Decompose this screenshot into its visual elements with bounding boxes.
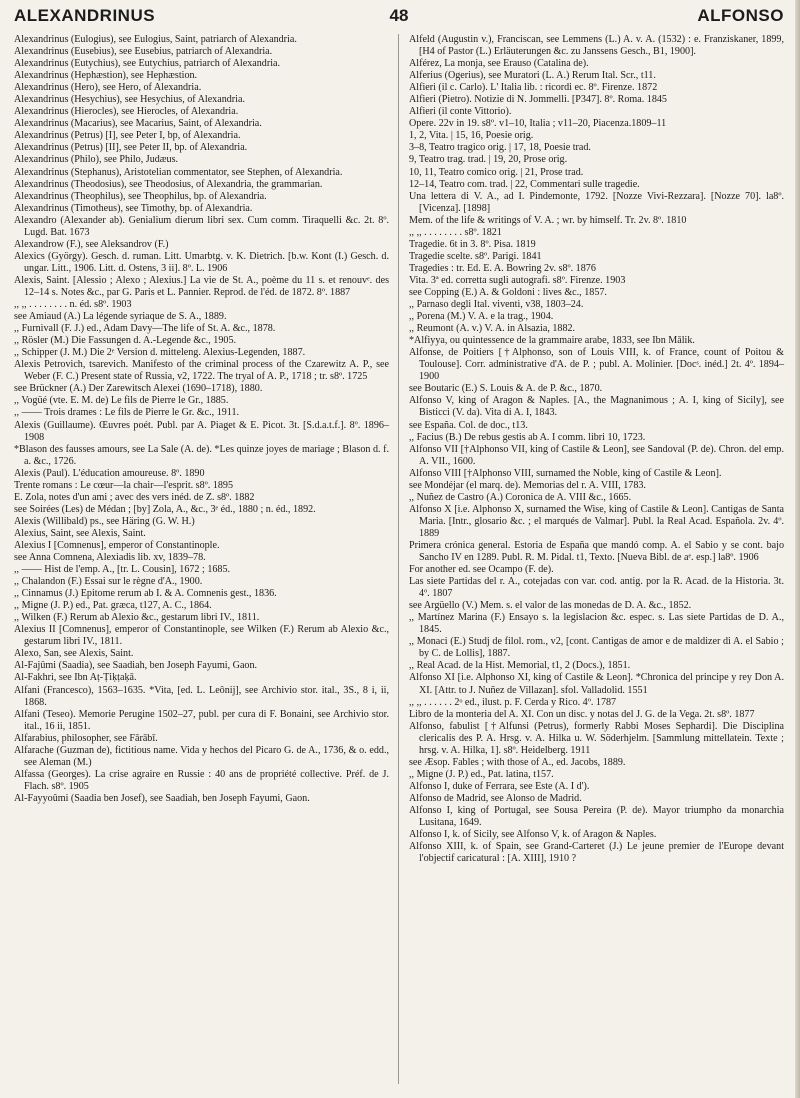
catalogue-entry: Alferius (Ogerius), see Muratori (L. A.) Rerum Ital. Scr., t11. [409,70,656,82]
catalogue-entry: Primera crónica general. Estoria de España que mandó comp. A. el Sabio y se cont. bajo Sancho IV en 1289. Publ. R. M. Pidal. t1, Texto. [Nueva Bibl. de aᵉ. esp.] la8º. 1906 [409,539,784,564]
catalogue-entry: Alexis (Paul). L'éducation amoureuse. 8º. 1890 [14,467,205,479]
catalogue-entry: ,, Porena (M.) V. A. e la trag., 1904. [409,311,554,323]
catalogue-entry: ,, Migne (J. P.) ed., Pat. græca, t127, A. C., 1864. [14,600,212,612]
catalogue-entry: Al-Fayyoûmi (Saadia ben Josef), see Saadiah, ben Joseph Fayumi, Gaon. [14,792,310,804]
catalogue-entry: see Æsop. Fables ; with those of A., ed. Jacobs, 1889. [409,756,626,768]
catalogue-entry: Alexandrinus (Stephanus), Aristotelian commentator, see Stephen, of Alexandria. [14,166,343,178]
catalogue-entry: 9, Teatro trag. trad. | 19, 20, Prose orig. [409,154,568,166]
catalogue-entry: ,, Rösler (M.) Die Fassungen d. A.-Legende &c., 1905. [14,335,237,347]
catalogue-entry: 3–8, Teatro tragico orig. | 17, 18, Poesie trad. [409,142,591,154]
catalogue-entry: Opere. 22v in 19. s8º. v1–10, Italia ; v11–20, Piacenza.1809–11 [409,118,667,130]
catalogue-entry: Alfonso XIII, k. of Spain, see Grand-Carteret (J.) Le jeune premier de l'Europe devant l'objectif caricatural : [A. XIII], 1910 ? [409,841,784,865]
catalogue-entry: Tragedie scelte. s8º. Parigi. 1841 [409,250,542,262]
catalogue-entry: Alexis (Willibald) ps., see Häring (G. W. H.) [14,515,195,527]
catalogue-entry: see Copping (E.) A. & Goldoni : lives &c., 1857. [409,286,607,298]
right-column [409,34,784,865]
catalogue-entry: Alexandrinus (Hierocles), see Hierocles, of Alexandria. [14,106,239,118]
catalogue-entry: Alexis Petrovich, tsarevich. Manifesto of the criminal process of the Czarewitz A. P., see Weber (F. C.) Present state of Russia, v2, 1722. The tryal of A. P., 1718 ; tr. s8º. 1725 [14,359,389,383]
catalogue-entry: ,, Migne (J. P.) ed., Pat. latina, t157. [409,768,554,780]
catalogue-entry: ,, ,, . . . . . . . . s8º. 1821 [409,226,502,238]
catalogue-entry: see España. Col. de doc., t13. [409,419,528,431]
catalogue-entry: Alfeld (Augustin v.), Franciscan, see Lemmens (L.) A. v. A. (1532) : e. Franziskaner, 1899, [H4 of Pastor (L.) Erläuterungen &c. zu Janssens Gesch., B1, 1900]. [409,34,784,58]
catalogue-entry: Una lettera di V. A., ad I. Pindemonte, 1792. [Nozze Vivi-Rezzara]. [Nozze 70]. la8º. [Vicenza]. [1898] [409,190,784,214]
catalogue-entry: Las siete Partidas del r. A., cotejadas con var. cod. antig. por la R. Acad. de la Historia. 3t. 4º. 1807 [409,576,784,600]
catalogue-entry: ,, Real Acad. de la Hist. Memorial, t1, 2 (Docs.), 1851. [409,660,631,672]
catalogue-entry: Alexandrinus (Petrus) [I], see Peter I, bp, of Alexandria. [14,130,241,142]
catalogue-entry: Alexandrinus (Timotheus), see Timothy, bp. of Alexandria. [14,202,253,214]
catalogue-entry: Alexandrinus (Theophilus), see Theophilus, bp. of Alexandria. [14,190,267,202]
catalogue-entry: Alexis, Saint. [Alessio ; Alexo ; Alexius.] La vie de St. A., poème du 11 s. et renouvᵉ. des 12–14 s. Notes &c., par G. Paris et L. Pannier. Reprod. de l'éd. de 1872. 8º. 1887 [14,274,389,298]
catalogue-entry: see Argüello (V.) Mem. s. el valor de las monedas de D. A. &c., 1852. [409,600,692,612]
catalogue-entry: Alexandrinus (Theodosius), see Theodosius, of Alexandria, the grammarian. [14,178,323,190]
catalogue-entry: Alexandrow (F.), see Aleksandrov (F.) [14,238,169,250]
catalogue-entry: Alfonso I, king of Portugal, see Sousa Pereira (P. de). Mayor triumpho da monarchia Lusitana, 1649. [409,805,784,829]
catalogue-entry: see Amiaud (A.) La légende syriaque de S. A., 1889. [14,311,227,323]
catalogue-entry: ,, Furnivall (F. J.) ed., Adam Davy—The life of St. A. &c., 1878. [14,323,276,335]
catalogue-entry: Alexo, San, see Alexis, Saint. [14,648,134,660]
catalogue-entry: Alfonso VIII [†Alphonso VIII, surnamed the Noble, king of Castile & Leon]. [409,467,722,479]
catalogue-entry: Tragedies : tr. Ed. E. A. Bowring 2v. s8º. 1876 [409,262,596,274]
catalogue-entry: see Boutaric (E.) S. Louis & A. de P. &c., 1870. [409,383,603,395]
catalogue-entry: Alfieri (il conte Vittorio). [409,106,512,118]
catalogue-entry: Alfonso X [i.e. Alphonso X, surnamed the Wise, king of Castile & Leon]. Cantigas de Santa Maria. [Intr., glosario &c. ; el marqués de Valmar]. Publ. la Real Acad. Española. 2v. 4º. 1889 [409,503,784,539]
catalogue-entry: ,, Reumont (A. v.) V. A. in Alsazia, 1882. [409,323,576,335]
catalogue-entry: 1, 2, Vita. | 15, 16, Poesie orig. [409,130,534,142]
left-column [14,34,389,805]
catalogue-entry: E. Zola, notes d'un ami ; avec des vers inéd. de Z. s8º. 1882 [14,491,255,503]
catalogue-entry: For another ed. see Ocampo (F. de). [409,564,554,576]
catalogue-entry: Alexandrinus (Eusebius), see Eusebius, patriarch of Alexandria. [14,46,273,58]
catalogue-entry: see Soirées (Les) de Médan ; [by] Zola, A., &c., 3ᵉ éd., 1880 ; n. éd., 1892. [14,503,316,515]
catalogue-entry: Mem. of the life & writings of V. A. ; wr. by himself. Tr. 2v. 8º. 1810 [409,214,687,226]
catalogue-entry: Alexandrinus (Hero), see Hero, of Alexandria. [14,82,202,94]
column-divider [398,34,399,1084]
catalogue-entry: Al-Fajûmi (Saadia), see Saadiah, ben Joseph Fayumi, Gaon. [14,660,258,672]
catalogue-entry: Alexius, Saint, see Alexis, Saint. [14,527,146,539]
catalogue-entry: Alexandrinus (Hephæstion), see Hephæstion. [14,70,198,82]
catalogue-entry: ,, Facius (B.) De rebus gestis ab A. I comm. libri 10, 1723. [409,431,646,443]
catalogue-entry: ,, Vogüé (vte. E. M. de) Le fils de Pierre le Gr., 1885. [14,395,229,407]
catalogue-entry: see Anna Comnena, Alexiadis lib. xv, 1839–78. [14,552,206,564]
catalogue-entry: ,, Martínez Marina (F.) Ensayo s. la legislacion &c. espec. s. Las siete Partidas de D. A., 1845. [409,612,784,636]
catalogue-entry: Alexius I [Comnenus], emperor of Constantinople. [14,539,220,551]
catalogue-entry: Alfassa (Georges). La crise agraire en Russie : 40 ans de propriété collective. Préf. de J. Flach. s8º. 1905 [14,768,389,792]
page-edge [795,0,800,1098]
catalogue-entry: Alfarache (Guzman de), fictitious name. Vida y hechos del Picaro G. de A., 1736, & o. edd., see Aleman (M.) [14,744,389,768]
catalogue-entry: ,, Schipper (J. M.) Die 2ᵉ Version d. mitteleng. Alexius-Legenden, 1887. [14,347,306,359]
catalogue-entry: *Alfiyya, ou quintessence de la grammaire arabe, 1833, see Ibn Mālik. [409,335,695,347]
catalogue-entry: see Mondéjar (el marq. de). Memorias del r. A. VIII, 1783. [409,479,646,491]
catalogue-entry: Alexius II [Comnenus], emperor of Constantinople, see Wilken (F.) Rerum ab Alexio &c., gestarum libri IV., 1811. [14,624,389,648]
catalogue-entry: Alexandrinus (Petrus) [II], see Peter II, bp. of Alexandria. [14,142,248,154]
catalogue-entry: Libro de la monteria del A. XI. Con un disc. y notas del J. G. de la Vega. 2t. s8º. 1877 [409,708,755,720]
catalogue-entry: Alfonso, fabulist [†Alfunsi (Petrus), formerly Rabbi Moses Sephardi]. Die Disciplina clericalis des P. A. Hrsg. v. A. Hilka u. W. Söderhjelm. [Sammlung mittellatein. Texte ; hrsg. v. A. Hilka, 1]. s8º. Heidelberg. 1911 [409,720,784,756]
catalogue-entry: Alfieri (il c. Carlo). L' Italia lib. : ricordi ec. 8º. Firenze. 1872 [409,82,658,94]
catalogue-entry: Alfonso XI [i.e. Alphonso XI, king of Castile & Leon]. *Chronica del principe y rey Don A. XI. [Attr. to J. Nuñez de Villazan]. sfol. Valladolid. 1551 [409,672,784,696]
catalogue-entry: Alfonse, de Poitiers [†Alphonso, son of Louis VIII, k. of France, count of Poitou & Toulouse]. Corr. administrative d'A. de P. ; publ. A. Molinier. [Docˢ. inéd.] 2t. 4º. 1894–1900 [409,347,784,383]
catalogue-entry: Alexandrinus (Eutychius), see Eutychius, patriarch of Alexandria. [14,58,281,70]
catalogue-entry: Alférez, La monja, see Erauso (Catalina de). [409,58,589,70]
running-header [14,6,784,24]
catalogue-entry: Alexandrinus (Macarius), see Macarius, Saint, of Alexandria. [14,118,262,130]
catalogue-entry: ,, Monaci (E.) Studj de filol. rom., v2, [cont. Cantigas de amor e de maldizer di A. el Sabio ; by C. de Lollis], 1887. [409,636,784,660]
catalogue-entry: Alfarabius, philosopher, see Fārābī. [14,732,158,744]
header-right-heading: ALFONSO [697,6,784,25]
catalogue-entry: ,, ,, . . . . . . . . n. éd. s8º. 1903 [14,299,132,311]
catalogue-entry: 10, 11, Teatro comico orig. | 21, Prose trad. [409,166,584,178]
catalogue-entry: Vita. 3ª ed. corretta sugli autografi. s8º. Firenze. 1903 [409,274,626,286]
catalogue-entry: Alexandrinus (Eulogius), see Eulogius, Saint, patriarch of Alexandria. [14,34,297,45]
catalogue-entry: Alexandrinus (Philo), see Philo, Judæus. [14,154,179,166]
header-left-heading: ALEXANDRINUS [14,6,156,25]
catalogue-entry: ,, Cinnamus (J.) Epitome rerum ab I. & A. Comnenis gest., 1836. [14,588,277,600]
catalogue-entry: Alfani (Teseo). Memorie Perugine 1502–27, publ. per cura di F. Bonaini, see Archivio stor. ital., 16 ii, 1851. [14,708,389,732]
catalogue-entry: ,, Chalandon (F.) Essai sur le règne d'A., 1900. [14,576,203,588]
catalogue-entry: Alfonso I, k. of Sicily, see Alfonso V, k. of Aragon & Naples. [409,829,657,841]
catalogue-entry: Tragedie. 6t in 3. 8º. Pisa. 1819 [409,238,536,250]
catalogue-entry: Alfani (Francesco), 1563–1635. *Vita, [ed. L. Leônij], see Archivio stor. ital., 3S., 8 i, ii, 1868. [14,684,389,708]
catalogue-entry: Alfieri (Pietro). Notizie di N. Jommelli. [P347]. 8º. Roma. 1845 [409,94,667,106]
catalogue-entry: Alexis (Guillaume). Œuvres poét. Publ. par A. Piaget & E. Picot. 3t. [S.d.a.t.f.]. 8º. 1896–1908 [14,419,389,443]
catalogue-entry: Alexandro (Alexander ab). Genialium dierum libri sex. Cum comm. Tiraquelli &c. 2t. 8º. Lugd. Bat. 1673 [14,214,389,238]
catalogue-entry: 12–14, Teatro com. trad. | 22, Commentari sulle tragedie. [409,178,640,190]
catalogue-entry: ,, Nuñez de Castro (A.) Coronica de A. VIII &c., 1665. [409,491,632,503]
catalogue-entry: ,, —— Hist de l'emp. A., [tr. L. Cousin], 1672 ; 1685. [14,564,231,576]
catalogue-entry: Alexics (György). Gesch. d. ruman. Litt. Umarbtg. v. K. Dietrich. [b.w. Kont (I.) Gesch. d. ungar. Litt., 1906. Litt. d. Ostens, 3 ii]. 8º. L. 1906 [14,250,389,274]
catalogue-entry: ,, Parnaso degli Ital. viventi, v38, 1803–24. [409,299,584,311]
catalogue-entry: ,, ,, . . . . . . 2ᵒ ed., ilust. p. F. Cerda y Rico. 4º. 1787 [409,696,617,708]
catalogue-entry: Alfonso de Madrid, see Alonso de Madrid. [409,792,582,804]
catalogue-entry: ,, Wilken (F.) Rerum ab Alexio &c., gestarum libri IV., 1811. [14,612,260,624]
catalogue-entry: see Brückner (A.) Der Zarewitsch Alexei (1690–1718), 1880. [14,383,263,395]
catalogue-entry: Alfonso VII [†Alphonso VII, king of Castile & Leon], see Sandoval (P. de). Chron. del emp. A. VII., 1600. [409,443,784,467]
catalogue-entry: *Blason des fausses amours, see La Sale (A. de). *Les quinze joyes de mariage ; Blason d. f. a. &c., 1726. [14,443,389,467]
catalogue-entry: Trente romans : Le cœur—la chair—l'esprit. s8º. 1895 [14,479,234,491]
catalogue-entry: ,, —— Trois drames : Le fils de Pierre le Gr. &c., 1911. [14,407,240,419]
catalogue-entry: Al-Fakhri, see Ibn Aṭ-Ṭiḳṭaḳā. [14,672,137,684]
catalogue-entry: Alfonso V, king of Aragon & Naples. [A., the Magnanimous ; A. I, king of Sicily], see Bisticci (V. da). Vita di A. I, 1843. [409,395,784,419]
page-number: 48 [389,6,409,25]
catalogue-entry: Alfonso I, duke of Ferrara, see Este (A. I d'). [409,780,590,792]
catalogue-entry: Alexandrinus (Hesychius), see Hesychius, of Alexandria. [14,94,245,106]
